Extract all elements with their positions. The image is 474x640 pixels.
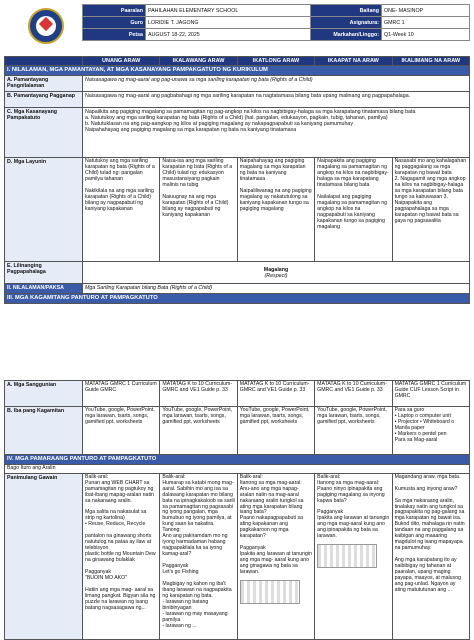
objective-cell: Naipahahayag ang pagiging magalang sa mga karapatan ng bata na kaniyang tinatamasa Naipaliliwanag na ang pagiging magalang ay nakatutulong sa kaniyang kapakanan tungo sa pagiging magalang (237, 157, 314, 261)
core-value-cell (83, 261, 470, 283)
core-value-english: (Respect) (264, 273, 288, 280)
materials-cell: YouTube, google, PowerPoint, mga larawan, tsarts, songs, gamified ppt, worksheets (160, 407, 237, 455)
content-standard-text: Naisasagawa ng mag-aaral ang pag-unawa sa mga sariling karapatan ng bata (Rights of a Child) (83, 75, 470, 91)
header-value: ONE- MASINOP (382, 5, 470, 17)
section-heading: IV. MGA PAMARAANG PANTURO AT PAMPAGKATUTO (5, 455, 470, 465)
objective-cell: Naisa-isa ang mga sariling karapatan ng bata (Rights of a Child) tulad ng: edukasyon masustansiyang pagkain malinis na tubig Naiuugnay na ang mga karapatan (Rights of a Child) bilang ay nagpapabuti ng kaniyang kapakanan (160, 157, 237, 261)
school-seal-logo (28, 8, 64, 44)
header-label: Guro (83, 17, 146, 29)
row-label: E. Lilinanging Pagpapahalaga (5, 261, 83, 283)
subsection-heading: Bago Ituro ang Aralin (5, 464, 470, 473)
reference-cell: MATATAG GMRC 1 Curriculum Guide CUF Lesson Script in GMRC (392, 381, 469, 407)
row-label: C. Mga Kasanayang Pampakatuto (5, 107, 83, 157)
activity-cell: Magandang araw, mga bata. Kumusta ang inyong araw? Sa mga nakaraang aralin, tinalakay natin ang tungkol sa pagpapakita ng pag-galang sa mga karapatan ng bawat isa. Bukod dito, mahalaga rin natin tandaan na ang paggalang sa kaibigan ang maaaring magdulot ng isang mapayapa na pamumuhay. Ang mga karapatang ito ay naibibigay ng tahanan at paaralan, upang maging payapa, maayos, at malusog ang pag-unlad. Ngayon ay ating matututunan ang ... (392, 473, 469, 639)
competencies-cell (83, 107, 470, 157)
topic-text: Mga Sariling Karapatan bilang Bata (Rights of a Child) (83, 283, 470, 293)
header-label: Asignatura: (311, 17, 382, 29)
row-label: B. Iba pang Kagamitan (5, 407, 83, 455)
competency-line: Napaiikita ang pagiging magalang sa pamamagitan ng pag-angkop na kilos na nagbibigay-halaga sa mga karapatang tinatamasa bilang bata (85, 108, 416, 115)
corner-cell (5, 57, 83, 66)
core-value: Magalang (263, 266, 289, 273)
day-header: IKATLONG ARAW (237, 57, 314, 66)
header-value: LORIDIE T. JAGONG (146, 17, 311, 29)
objective-cell: Naipapakita ang pagiging magalang sa pamamagitan ng angkop na kilos na nagbibigay-halaga sa mga karapatang tinatamasa bilang bata Nailalapat ang pagiging magalang sa pamamagitan ng angkop na kilos na nagpapabuti sa kaniyang kapakanan tungo sa pagiging magalang (315, 157, 392, 261)
row-label: D. Mga Layunin (5, 157, 83, 261)
reference-cell: MATATAG GMRC 1 Curriculum Guide GMRC (83, 381, 160, 407)
header-value: Q1-Week 10 (382, 29, 470, 41)
reference-cell: MATATAG K to 10 Curriculum- GMRC and VE1 Guide p. 33 (237, 381, 314, 407)
activity-cell-with-image (237, 473, 314, 639)
activity-text: Balik-aral: Itanong sa mga mag-aaral: Paano ninyo ipinapakita ang pagiging magalang sa inyong kapwa bata? Pagganyak Ipakita ang larawan at tanungin ang mga mag-aaral kung ano ang ipinapakita ng bata sa larawan. (317, 473, 390, 540)
materials-cell: YouTube, google, PowerPoint, mga larawan, tsarts, songs, gamified ppt, worksheets (237, 407, 314, 455)
activity-cell: Balik-aral: Punan ang WEB CHART sa pamamagitan ng pagtukoy ng ibat-ibang mapag-aralan natin sa nakaraang aralin. Mga salita na nakasulat sa strip ng kartolina) • Reuse, Reduce, Recycle pantalon na ginawang shorts natutulog na pataa ay ilaw at telebisyon plastic bottle ng Mountain Dew na ginawang bulaklak Pagganyak "BUOIN MO AKO" Hatiin ang mga mag- aaral sa limang pangkat. Bigyan sila ng puzzle na larawan ng isang batang nagsasagawa ng... (83, 473, 160, 639)
activity-cell: Balik-aral: Humarap sa katabi mong mag-aaral. Sabihin mo ang isa sa dalawang karapatan mo bilang bata na ipinagkakaloob sa sarili sa pamamagitan ng pagsasabi ng iyong pangalan, mga bumubuo ng iyong pamilya, at kung saan ka nakatira. Tanong: Ano ang pakiramdam mo ng iyong harmadaman habang nagpapakilala ka sa iyong kamag-aral? Pagganyak Let's go Fishing Magbigay ng kahon ng iba't ibang larawan na nagpapakita ng karapatan ng bata. - larawan ng batang binibinyagan - larawan ng may masayang pamilya - larawan ng ... (160, 473, 237, 639)
section-heading: II. NILALAMAN/PAKSA (5, 283, 83, 293)
competency-line: a. Natutukoy ang mga sariling karapatan ng bata (Rights of a Child) (hal. pangalan, edukasyon, pagkain, tubig, tahanan, pamilya) (85, 115, 388, 122)
header-value: GMRC 1 (382, 17, 470, 29)
illustration-child-reading (317, 544, 377, 568)
section-heading: I. NILALAMAN, MGA PAMANTAYAN, AT MGA KASANAYANG PAMPAKGATUTO NG KURIKULUM (5, 66, 470, 76)
header-label: Markahan/Linggo: (311, 29, 382, 41)
objective-cell: Natutukoy ang mga sariling karapatan ng bata (Rights of a Child) tulad ng: pangalan pamilya tahanan Nakikilala na ang mga sariling karapatan (Rights of a Child) bilang ay nagpapabuti ng kaniyang kapakanan (83, 157, 160, 261)
activity-text: Balik-aral: Itanong sa mga mag-aaral: Anu-ano ang mga napag-aralan natin na mag-aaral nakaraang aralin tungkol sa ating mga karapatan bilang isang bata? Paano nakapagpapabuti sa ating kapakanan ang pagkakaroon ng mga karapatan? Pagganyak Ipakita ang larawan at tanungin ang mga mag- aaral kung ano ang ginagawa ng bata sa larawan. (239, 473, 312, 576)
day-header: IKAAPAT NA ARAW (315, 57, 392, 66)
objective-cell: Nasasabi mo ang kahalagahan ng paggagalang sa mga karapatan ng bawat bata 2. Nagagamit ang mga angkop na kilos na nagbibigay-halaga sa mga karapatan bilang bata tungo sa kabuwasan 3. Naipapakita ang pagpapahalaga sa mga karapatan ng bawat bata sa gaya ng pagsasalita (392, 157, 469, 261)
illustration-child-reading (240, 580, 300, 604)
day-header: UNANG ARAW (83, 57, 160, 66)
header-label: Baitang (311, 5, 382, 17)
competency-line: Naipahahayag ang pagiging magalang sa mga karapatan ng bata na kaniyang tinatamasa (85, 127, 297, 134)
reference-cell: MATATAG K to 10 Curriculum- GMRC and VE1 Guide p. 33 (315, 381, 392, 407)
materials-cell: YouTube, google, PowerPoint, mga larawan, tsarts, songs, gamified ppt, worksheets (315, 407, 392, 455)
materials-cell: Para sa guro • Laptop o computer unit • Projector • Whiteboard o Manila paper • Markers o pentel pen Para sa Mag-aaral (392, 407, 469, 455)
activity-cell-with-image (315, 473, 392, 639)
header-label: Paaralan (83, 5, 146, 17)
day-header: IKALIMANG NA ARAW (392, 57, 469, 66)
header-table (82, 4, 470, 41)
day-header: IKALAWANG ARAW (160, 57, 237, 66)
row-label: A. Pamantayang Pangnilalaman (5, 75, 83, 91)
lesson-table-part2 (4, 380, 470, 640)
row-label: A. Mga Sanggunian (5, 381, 83, 407)
competency-line: b. Natutuklasan na ang pag-aangkop ng kilos at pagiging magalang ay nakapagpapabuti sa kaniyang pamumuhay (85, 121, 353, 128)
section-heading: III. MGA KAGAMITANG PANTURO AT PAMPAGKATUTO (5, 293, 470, 303)
row-label: Panimulang Gawain (5, 473, 83, 639)
performance-standard-text: Naisasagawa ng mag-aaral ang pagbabahagi ng mga sariling karapatan na nagtatamasa bilang bata upang malinang ang pagpapahalaga. (83, 91, 470, 107)
reference-cell: MATATAG K to 10 Curriculum- GMRC and VE1 Guide p. 33 (160, 381, 237, 407)
header-label: Petsa (83, 29, 146, 41)
header-value: AUGUST 18-22, 2025 (146, 29, 311, 41)
header-value: PAHILAHAN ELEMENTARY SCHOOL (146, 5, 311, 17)
materials-cell: YouTube, google, PowerPoint, mga larawan, tsarts, songs, gamified ppt, worksheets (83, 407, 160, 455)
lesson-table-part1 (4, 56, 470, 304)
row-label: B. Pamantayang Pagganap (5, 91, 83, 107)
